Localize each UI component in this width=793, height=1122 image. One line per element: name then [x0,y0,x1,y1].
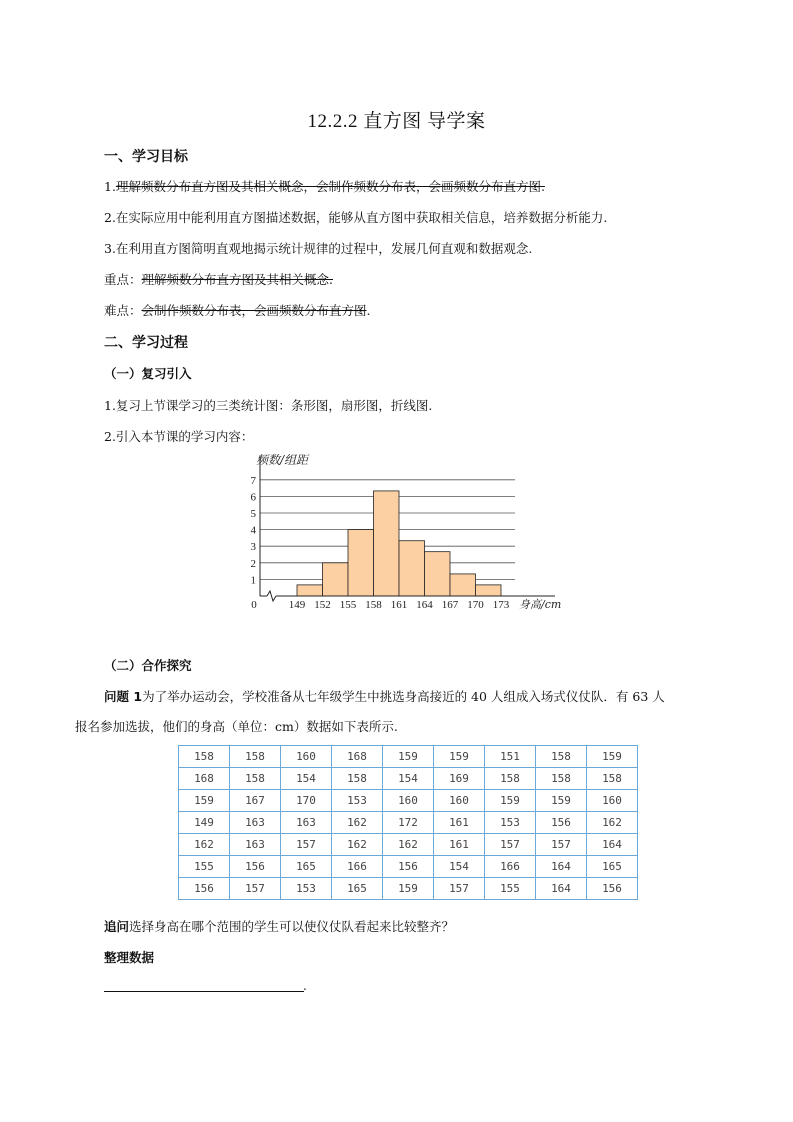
x-tick-label: 164 [416,599,433,611]
table-cell: 158 [179,746,230,768]
table-row [179,812,638,834]
table-row [179,790,638,812]
table-cell: 159 [383,746,434,768]
table-cell: 154 [281,768,332,790]
y-tick-label: 6 [250,491,256,504]
heights-table [178,745,638,900]
table-cell: 158 [230,746,281,768]
problem-text-1: 为了举办运动会，学校准备从七年级学生中挑选身高接近的 40 人组成入场式仪仗队．有 63 人 [142,689,665,704]
table-cell: 158 [587,768,638,790]
y-tick-label: 1 [250,574,256,587]
answer-blank-period: . [303,979,307,993]
y-tick-label: 2 [250,557,256,570]
table-cell: 153 [332,790,383,812]
section2-heading: 二、学习过程 [104,335,188,351]
x-tick-label: 161 [390,599,408,611]
table-cell: 162 [179,834,230,856]
x-axis-label: 身高/cm [519,598,562,611]
table-cell: 165 [332,878,383,900]
table-cell: 156 [536,812,587,834]
table-cell: 156 [230,856,281,878]
followup-text: 选择身高在哪个范围的学生可以使仪仗队看起来比较整齐？ [129,919,455,934]
key-label: 重点： [104,272,142,287]
table-cell: 162 [587,812,638,834]
table-cell: 168 [332,746,383,768]
organize-data-heading: 整理数据 [104,950,155,965]
table-cell: 155 [179,856,230,878]
table-cell: 169 [434,768,485,790]
table-cell: 158 [536,746,587,768]
axis-break-mark [267,591,276,601]
table-cell: 161 [434,834,485,856]
histogram-bar [425,552,451,596]
table-cell: 164 [536,878,587,900]
table-cell: 162 [383,834,434,856]
difficulty-text: 会制作频数分布表，会画频数分布直方图 [141,303,367,318]
review-1: 1.复习上节课学习的三类统计图：条形图，扇形图，折线图. [104,398,433,413]
histogram-chart [245,448,580,613]
key-point [104,270,333,288]
table-cell: 159 [434,746,485,768]
table-cell: 160 [281,746,332,768]
problem-line-2: 报名参加选拔，他们的身高（单位：cm）数据如下表所示. [75,719,398,734]
table-cell: 160 [587,790,638,812]
histogram-bar [297,585,323,596]
y-tick-label: 3 [250,541,256,554]
table-cell: 164 [536,856,587,878]
key-text: 理解频数分布直方图及其相关概念. [141,272,333,287]
table-cell: 157 [485,834,536,856]
table-cell: 165 [281,856,332,878]
table-cell: 164 [587,834,638,856]
table-cell: 155 [485,878,536,900]
table-row [179,856,638,878]
table-cell: 159 [485,790,536,812]
table-cell: 149 [179,812,230,834]
x-tick-label: 149 [288,599,306,611]
table-cell: 156 [587,878,638,900]
table-cell: 156 [383,856,434,878]
table-cell: 156 [179,878,230,900]
table-cell: 167 [230,790,281,812]
x-tick-label: 158 [365,599,382,611]
table-row [179,834,638,856]
histogram-bar [323,563,349,596]
goal-1-prefix: 1. [104,179,116,194]
table-cell: 165 [587,856,638,878]
followup-label: 追问 [104,919,130,934]
table-cell: 154 [383,768,434,790]
table-cell: 166 [332,856,383,878]
histogram-bar [374,491,400,596]
subsection-explore: （二）合作探究 [104,658,192,673]
table-cell: 170 [281,790,332,812]
x-tick-label: 167 [441,599,459,611]
table-cell: 153 [281,878,332,900]
table-cell: 157 [536,834,587,856]
table-cell: 157 [281,834,332,856]
table-cell: 158 [536,768,587,790]
page-title: 12.2.2 直方图 导学案 [307,111,486,132]
table-cell: 158 [230,768,281,790]
problem-line-1 [104,682,704,712]
table-cell: 157 [230,878,281,900]
table-cell: 163 [230,812,281,834]
answer-blank-line [104,990,304,992]
table-cell: 160 [383,790,434,812]
y-axis-label: 频数/组距 [256,453,309,467]
goal-3: 3.在利用直方图简明直观地揭示统计规律的过程中，发展几何直观和数据观念. [104,241,533,256]
table-cell: 158 [485,768,536,790]
followup [104,917,454,935]
x-tick-label: 170 [467,599,484,611]
table-cell: 157 [434,878,485,900]
review-2: 2.引入本节课的学习内容： [104,429,254,444]
histogram-bar [348,530,374,596]
goal-1 [104,177,545,195]
table-row [179,768,638,790]
table-row [179,746,638,768]
y-tick-label: 5 [250,508,256,520]
subsection-review: （一）复习引入 [104,366,192,381]
table-cell: 162 [332,834,383,856]
difficulty-point [104,301,371,319]
difficulty-end: . [366,303,371,318]
table-cell: 154 [434,856,485,878]
x-tick-label: 155 [339,599,357,611]
table-cell: 166 [485,856,536,878]
table-cell: 168 [179,768,230,790]
origin-label: 0 [251,599,257,611]
table-cell: 153 [485,812,536,834]
difficulty-label: 难点： [104,303,142,318]
histogram-bars [297,491,501,596]
goal-2: 2.在实际应用中能利用直方图描述数据，能够从直方图中获取相关信息，培养数据分析能力. [104,210,608,225]
histogram-bar [399,541,425,596]
problem-1 [75,682,704,742]
table-cell: 151 [485,746,536,768]
x-tick-label: 152 [314,599,331,611]
goal-1-text: 理解频数分布直方图及其相关概念，会制作频数分布表，会画频数分布直方图. [115,179,545,194]
histogram-bar [476,585,502,596]
table-cell: 162 [332,812,383,834]
y-tick-label: 4 [250,524,256,537]
table-cell: 163 [230,834,281,856]
table-cell: 172 [383,812,434,834]
table-cell: 159 [587,746,638,768]
table-cell: 163 [281,812,332,834]
histogram-bar [450,574,476,596]
table-cell: 159 [536,790,587,812]
y-tick-label: 7 [250,474,256,487]
section1-heading: 一、学习目标 [104,149,188,165]
problem-label: 问题 1 [104,689,143,704]
table-cell: 159 [383,878,434,900]
table-cell: 161 [434,812,485,834]
table-cell: 158 [332,768,383,790]
x-tick-label: 173 [492,599,510,611]
table-cell: 159 [179,790,230,812]
table-cell: 160 [434,790,485,812]
table-row [179,878,638,900]
